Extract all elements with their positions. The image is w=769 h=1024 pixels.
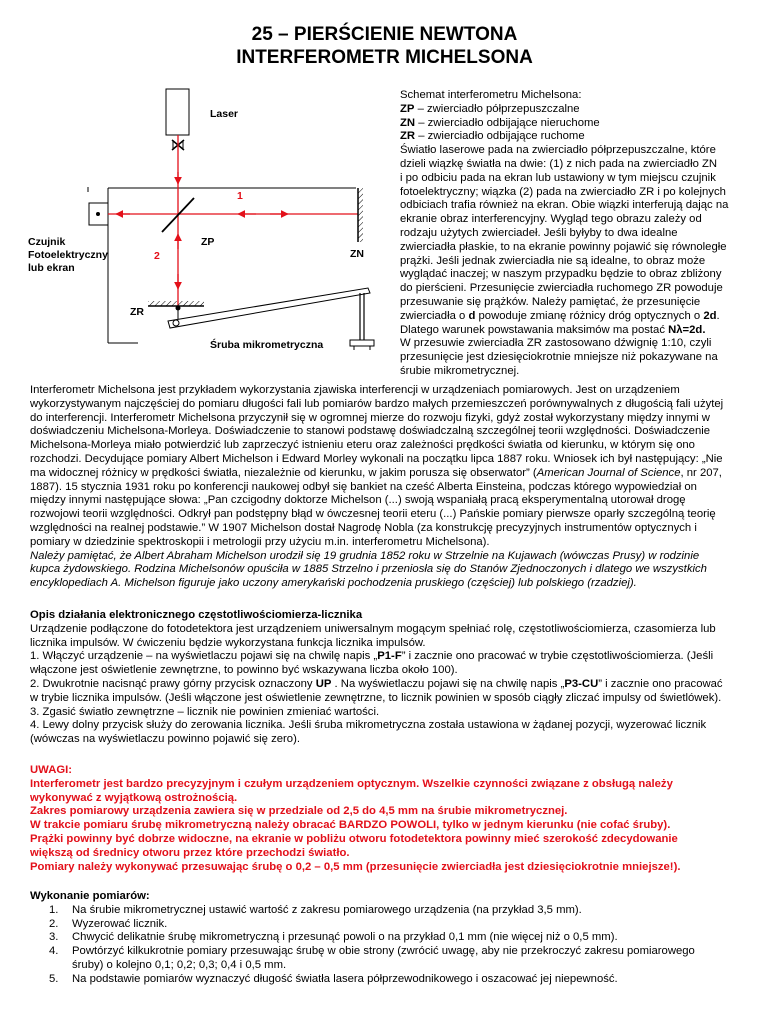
text: . (716, 309, 720, 322)
opis-line: licznika impulsów. W ćwiczeniu będzie wykorzystana funkcja licznika impulsów. (30, 636, 426, 649)
zn-desc: – zwierciadło odbijające nieruchome (415, 116, 600, 129)
opis-line: (wówczas na wyświetlaczu powinno pojawić się zero). (30, 733, 300, 746)
warning-line: Prążki powinny być dobrze widoczne, na ekranie w pobliżu otworu fotodetektora powinny mieć szerokość zdecydowanie (30, 832, 678, 845)
schema-line: W przesuwie zwierciadła ZR zastosowano dźwignię 1:10, czyli (400, 337, 712, 350)
text: ” i zacznie ono pracować w trybie częstotliwościomierza. (Jeśli (401, 650, 714, 663)
zn-key: ZN (400, 116, 416, 129)
intro-line (30, 467, 745, 481)
schema-line: przesuwanie się prążków. Należy pamiętać, że przesunięcie (400, 295, 701, 308)
schema-line-d (400, 310, 750, 324)
step-number: 5. (49, 972, 59, 985)
page-title-line-1: 25 – PIERŚCIENIE NEWTONA (251, 24, 518, 45)
schema-line: przesunięcie jest dziesięciokrotnie mniejsze niż pokazywane na (400, 351, 718, 364)
text: , nr 207, (680, 466, 722, 479)
label-detector-3: lub ekran (28, 262, 75, 274)
step-text: Na podstawie pomiarów wyznaczyć długość światła lasera półprzewodnikowego i oszacować jej niepewność. (72, 972, 618, 985)
zr-key: ZR (400, 130, 416, 143)
text: zwierciadła o (400, 309, 469, 322)
schema-zn (400, 117, 750, 131)
zr-desc: – zwierciadło odbijające ruchome (415, 130, 585, 143)
intro-line: do interferencji. Interferometr Michelsona przyczynił się w ogromnej mierze do rozwoju fizyki, gdyż został wykorzystany między innymi w (30, 411, 710, 424)
opis-line: w trybie licznika impulsów. (Jeśli włączone jest oświetlenie zewnętrzne, to licznik powinien w sposób ciągły zliczać impulsy od świetlówek). (30, 691, 722, 704)
warning-line: Zakres pomiarowy urządzenia zawiera się w przedziale od 2,5 do 4,5 mm na śrubie mikrometrycznej. (30, 805, 568, 818)
schema-line: rodzaju użytych zwierciadeł. Jeśli byłyby to dwa idealne (400, 226, 678, 239)
warnings (30, 764, 750, 874)
schema-line: dzieli wiązkę światła na dwie: (1) z nich pada na zwierciadło ZN (400, 157, 718, 170)
label-laser: Laser (210, 108, 239, 120)
schema-line: Światło laserowe pada na zwierciadło półprzepuszczalne, które (400, 144, 716, 157)
step-number: 3. (49, 931, 59, 944)
step-text: Powtórzyć kilkukrotnie pomiary przesuwając śrubę w obie strony (zwrócić uwagę, aby nie przekroczyć zakresu pomiarowego (72, 945, 695, 958)
label-beam-2: 2 (154, 250, 160, 262)
step-text: Na śrubie mikrometrycznej ustawić wartość z zakresu pomiarowego urządzenia (na przykład 3,5 mm). (72, 903, 582, 916)
schema-line: odbiciach trafia również na ekran. Obie wiązki interferują dając na (400, 199, 729, 212)
laser-box (166, 89, 189, 135)
schema-zp (400, 103, 750, 117)
zp-desc: – zwierciadło półprzepuszczalne (414, 102, 580, 115)
screw-base (350, 340, 374, 346)
journal-name: American Journal of Science (536, 466, 681, 479)
label-zr: ZR (130, 306, 144, 318)
section-heading: Opis działania elektronicznego częstotliwościomierza-licznika (30, 609, 363, 621)
text: Dlatego warunek powstawania maksimów ma postać (400, 323, 669, 336)
opis-step-4: 4. Lewy dolny przycisk służy do zerowania licznika. Jeśli śruba mikrometryczna została ustawiona w żądanej pozycji, wyzerować licznik (30, 719, 707, 732)
warnings-heading: UWAGI: (30, 764, 73, 776)
text: . Na wyświetlaczu pojawi się na chwilę napis „ (331, 677, 565, 690)
section-heading: Wykonanie pomiarów: (30, 890, 150, 902)
label-zp: ZP (201, 236, 215, 248)
italic-line: kupca żydowskiego. Rodzina Michelsonów opuściła w 1885 Strzelno i przeniosła się do Stanów Zjednoczonych i dlatego we wszystkich (30, 563, 707, 576)
step-number: 1. (49, 903, 59, 916)
text-bold: d (468, 309, 476, 322)
display-code: P3-CU (564, 677, 599, 690)
intro-line: doświadczeniu Michelsona-Morleya. Doświadczenie to stanowi podstawę doświadczalną szczególnej teorii względności. Doświadczenie (30, 425, 711, 438)
zp-key: ZP (400, 102, 415, 115)
procedure-step (30, 918, 750, 932)
key-label: UP (315, 677, 332, 690)
step-number: 2. (49, 917, 59, 930)
warning-line: wykonywać z wyjątkową ostrożnością. (30, 791, 238, 804)
intro-line: względności na realnej podstawie.” W 1907 Michelson dostał Nagrodę Nobla (za konstrukcję precyzyjnych instrumentów optycznych i (30, 521, 697, 534)
procedure-step (30, 931, 750, 945)
warning-line: większą od średnicy otworu przez które przechodzi światło. (30, 846, 350, 859)
schema-zr (400, 130, 750, 144)
schema-line: fotoelektryczny; wiązka (2) pada na zwierciadło ZR i po kolejnych (400, 185, 726, 198)
text: 2. Dwukrotnie nacisnąć prawy górny przycisk oznaczony (30, 677, 316, 690)
intro-line: rozchodzi. Decydujące pomiary Albert Michelson i Edward Morley wykonali na początku lipca 1887 roku. Wniosek ich był następujący: „Nie (30, 452, 723, 465)
italic-line: Należy pamiętać, że Albert Abraham Michelson urodził się 19 grudnia 1852 roku w Strzelnie na Kujawach (wówczas Prusy) w rodzinie (30, 549, 700, 562)
schema-intro: Schemat interferometru Michelsona: (400, 89, 582, 101)
step-number: 4. (49, 945, 59, 958)
text-bold: 2d (703, 309, 717, 322)
schema-line: zwierciadła płaskie, to na ekranie powinny pojawić się równoległe (400, 240, 727, 253)
warning-line: W trakcie pomiaru śrubę mikrometryczną należy obracać BARDZO POWOLI, tylko w jednym kierunku (nie cofać śruby). (30, 819, 671, 832)
opis-step-2 (30, 678, 750, 692)
step-text: Wyzerować licznik. (72, 917, 168, 930)
text: 1. Włączyć urządzenie – na wyświetlaczu pojawi się na chwilę napis „ (30, 650, 378, 663)
text: ma widocznej różnicy w prędkości światła, niezależnie od kierunku, w jakim porusza się obserwator” ( (30, 466, 537, 479)
intro-paragraph (30, 384, 745, 591)
label-detector-2: Fotoelektryczny (28, 249, 108, 261)
opis-line: włączone jest oświetlenie zewnętrzne, to powinno być wskazywana liczba około 100). (30, 664, 458, 677)
procedure-step (30, 904, 750, 918)
lever (168, 288, 370, 328)
lever-pivot (173, 320, 179, 326)
intro-line: wykorzystywanym najczęściej do pomiaru długości fali lub pomiarów bardzo małych przemieszczeń porównywalnych z długością fali użytej (30, 397, 724, 410)
intro-line: między innymi następujące słowa: „Pan czcigodny doktorze Michelson (...) swoją wspaniałą pracą eksperymentalną utorował drogę (30, 494, 686, 507)
schema-line: do pierścieni. Przesunięcie zwierciadła ruchomego ZR powoduje (400, 282, 723, 295)
opis-step-3: 3. Zgasić światło zewnętrzne – licznik nie powinien zmieniać wartości. (30, 705, 380, 718)
formula: Nλ=2d. (668, 323, 706, 336)
opis-line: Urządzenie podłączone do fotodetektora jest urządzeniem uniwersalnym mogącym spełniać rolę, częstotliwościomierza, czasomierza lub (30, 622, 716, 635)
schema-line: ekranie obraz interferencyjny. Wygląd tego obrazu zależy od (400, 213, 702, 226)
label-detector-1: Czujnik (28, 236, 66, 248)
schema-line-condition (400, 324, 750, 338)
warning-line: Interferometr jest bardzo precyzyjnym i czułym urządzeniem optycznym. Wszelkie czynności związane z obsługą należy (30, 777, 673, 790)
step-text: Chwycić delikatnie śrubę mikrometryczną i przesunąć powoli o na przykład 0,1 mm (nie więcej niż o 0,5 mm). (72, 931, 618, 944)
intro-line: Interferometr Michelsona jest przykładem wykorzystania zjawiska interferencji w urządzeniach pomiarowych. Jest on urządzeniem (30, 384, 680, 396)
procedure-step (30, 973, 750, 987)
schema-line: i po odbiciu pada na ekran lub ustawiony w tym miejscu czujnik (400, 171, 716, 184)
intro-line: 1887). 15 stycznia 1931 roku po konferencji naukowej odbył się bankiet na cześć Alberta Einsteina, podczas którego wypowiedział on (30, 480, 697, 493)
opis-step-1 (30, 650, 750, 664)
intro-line: rozwojowi teorii względności. Odkrył pan podstępny błąd w ówczesnej teorii eteru (...) Pańskie pomiary pierwsze oparły szczególną teorię (30, 508, 716, 521)
label-zn: ZN (350, 248, 364, 260)
step-text: śruby) o kolejno 0,1; 0,2; 0,3; 0,4 i 0,5 mm. (72, 958, 287, 971)
schema-description (400, 89, 750, 379)
intro-line: Michelsona-Morleya miało potwierdzić lub zaprzeczyć istnieniu eteru oraz zależności prędkości światła od kierunku, w którym się ono (30, 439, 695, 452)
intro-line: pomiary w dziedzinie spektroskopii i metrologii przy użyciu m.in. interferometru Michelsona). (30, 535, 490, 548)
procedure-steps (30, 904, 750, 987)
label-beam-1: 1 (237, 190, 243, 202)
text: powoduje zmianę różnicy dróg optycznych o (475, 309, 704, 322)
schema-line: wyglądać inaczej; w naszym przypadku będzie to obraz zbliżony (400, 268, 722, 281)
italic-line: encyklopediach A. Michelson figuruje jako uczony amerykański pochodzenia pruskiego (częściej) lub polskiego (rzadziej). (30, 577, 637, 590)
page-title-line-2: INTERFEROMETR MICHELSONA (236, 47, 533, 68)
display-code: P1-F (377, 650, 402, 663)
label-screw: Śruba mikrometryczna (210, 339, 324, 351)
schema-line: śrubie mikrometrycznej. (400, 364, 520, 377)
counter-description (30, 609, 750, 747)
procedure (30, 890, 750, 987)
warning-line: Pomiary należy wykonywać przesuwając śrubę o 0,2 – 0,5 mm (przesunięcie zwierciadła jest dziesięciokrotnie mniejsze!). (30, 860, 681, 873)
text: ” i zacznie ono pracować (598, 677, 723, 690)
michelson-diagram (20, 84, 400, 384)
schema-line: prążki. Jeśli jednak zwierciadła nie są idealne, to obraz może (400, 254, 706, 267)
procedure-step (30, 945, 750, 973)
